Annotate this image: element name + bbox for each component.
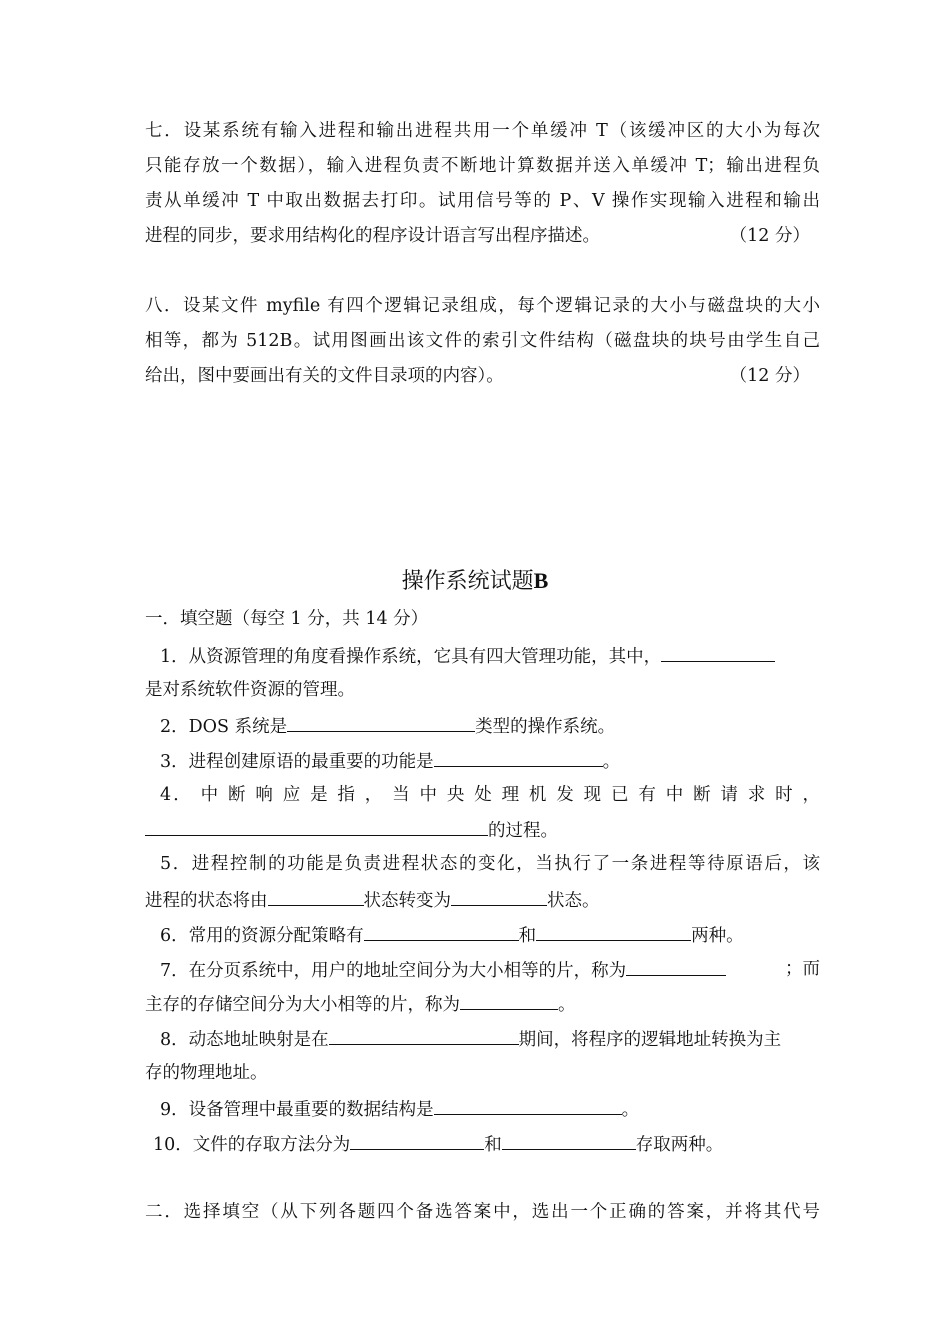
answer-blank[interactable]	[287, 713, 475, 732]
item-text: 。	[621, 1100, 640, 1120]
item-text: 存取两种。	[635, 1135, 724, 1155]
answer-blank[interactable]	[502, 1131, 636, 1150]
fill-item-1-cont: 是对系统软件资源的管理。	[145, 680, 355, 700]
fill-item-4-cont	[145, 817, 820, 843]
answer-blank[interactable]	[329, 1026, 519, 1045]
q7-line-4-text: 进程的同步，要求用结构化的程序设计语言写出程序描述。	[145, 226, 600, 246]
q7-line-4	[145, 224, 820, 248]
exam-title-text: 操作系统试题	[401, 569, 534, 594]
answer-blank[interactable]	[268, 887, 364, 906]
q8-line-1: 八．设某文件 myfile 有四个逻辑记录组成，每个逻辑记录的大小与磁盘块的大小	[145, 296, 820, 316]
item-text: 9．设备管理中最重要的数据结构是	[160, 1100, 434, 1120]
fill-item-3	[160, 748, 820, 774]
item-text: 8．动态地址映射是在	[160, 1030, 329, 1050]
item-text: 3．进程创建原语的最重要的功能是	[160, 752, 434, 772]
answer-blank[interactable]	[626, 957, 726, 976]
item-text: 。	[558, 995, 576, 1015]
fill-item-5: 5．进程控制的功能是负责进程状态的变化，当执行了一条进程等待原语后，该	[160, 854, 820, 874]
q8-line-2: 相等，都为 512B。试用图画出该文件的索引文件结构（磁盘块的块号由学生自己	[145, 331, 820, 351]
fill-item-10	[153, 1131, 820, 1157]
item-text: 类型的操作系统。	[475, 717, 616, 737]
q7-line-1: 七．设某系统有输入进程和输出进程共用一个单缓冲 T（该缓冲区的大小为每次	[145, 121, 820, 141]
answer-blank[interactable]	[350, 1131, 484, 1150]
answer-blank[interactable]	[434, 748, 603, 767]
fill-item-8	[160, 1026, 820, 1052]
q8-line-3-text: 给出，图中要画出有关的文件目录项的内容）。	[145, 366, 504, 386]
item-text: 1．从资源管理的角度看操作系统，它具有四大管理功能，其中，	[160, 647, 662, 667]
item-text: 6．常用的资源分配策略有	[160, 926, 364, 946]
answer-blank[interactable]	[460, 991, 558, 1010]
answer-blank[interactable]	[536, 922, 691, 941]
q8-line-3	[145, 364, 820, 388]
item-text: 两种。	[691, 926, 744, 946]
q8-score: （12 分）	[729, 366, 810, 386]
item-text: 状态。	[547, 891, 600, 911]
q7-line-2: 只能存放一个数据），输入进程负责不断地计算数据并送入单缓冲 T；输出进程负	[145, 156, 820, 176]
q7-score: （12 分）	[729, 226, 810, 246]
item-text: ；而	[785, 959, 820, 979]
fill-item-1	[160, 643, 820, 669]
item-text: 7．在分页系统中，用户的地址空间分为大小相等的片，称为	[160, 961, 627, 981]
answer-blank[interactable]	[145, 817, 488, 836]
fill-item-6	[160, 922, 820, 948]
item-text: 2．DOS 系统是	[160, 717, 288, 737]
item-text: 。	[602, 752, 621, 772]
fill-item-7-cont	[145, 991, 820, 1017]
item-text: 进程的状态将由	[145, 891, 268, 911]
item-text: 和	[484, 1135, 502, 1155]
q7-line-3: 责从单缓冲 T 中取出数据去打印。试用信号等的 P、V 操作实现输入进程和输出	[145, 191, 820, 211]
fill-item-4: 4． 中 断 响 应 是 指 ， 当 中 央 处 理 机 发 现 已 有 中 断 请 求 时 ，	[160, 785, 820, 805]
exam-title	[0, 566, 950, 597]
answer-blank[interactable]	[364, 922, 519, 941]
item-text: 和	[518, 926, 537, 946]
fill-item-7	[160, 957, 820, 983]
item-text: 主存的存储空间分为大小相等的片，称为	[145, 995, 460, 1015]
item-text: 期间，将程序的逻辑地址转换为主	[518, 1030, 782, 1050]
answer-blank[interactable]	[434, 1096, 622, 1115]
fill-item-8-cont: 存的物理地址。	[145, 1063, 268, 1083]
answer-blank[interactable]	[451, 887, 547, 906]
answer-blank[interactable]	[661, 643, 775, 662]
fill-item-2	[160, 713, 820, 739]
item-text: 10．文件的存取方法分为	[153, 1135, 351, 1155]
fill-item-5-cont	[145, 887, 820, 913]
section1-heading: 一．填空题（每空 1 分，共 14 分）	[145, 609, 429, 629]
item-text: 状态转变为	[363, 891, 451, 911]
fill-item-9	[160, 1096, 820, 1122]
item-text: 的过程。	[488, 821, 558, 841]
exam-title-letter: B	[533, 568, 549, 593]
section2-heading: 二．选择填空（从下列各题四个备选答案中，选出一个正确的答案，并将其代号	[145, 1202, 820, 1222]
